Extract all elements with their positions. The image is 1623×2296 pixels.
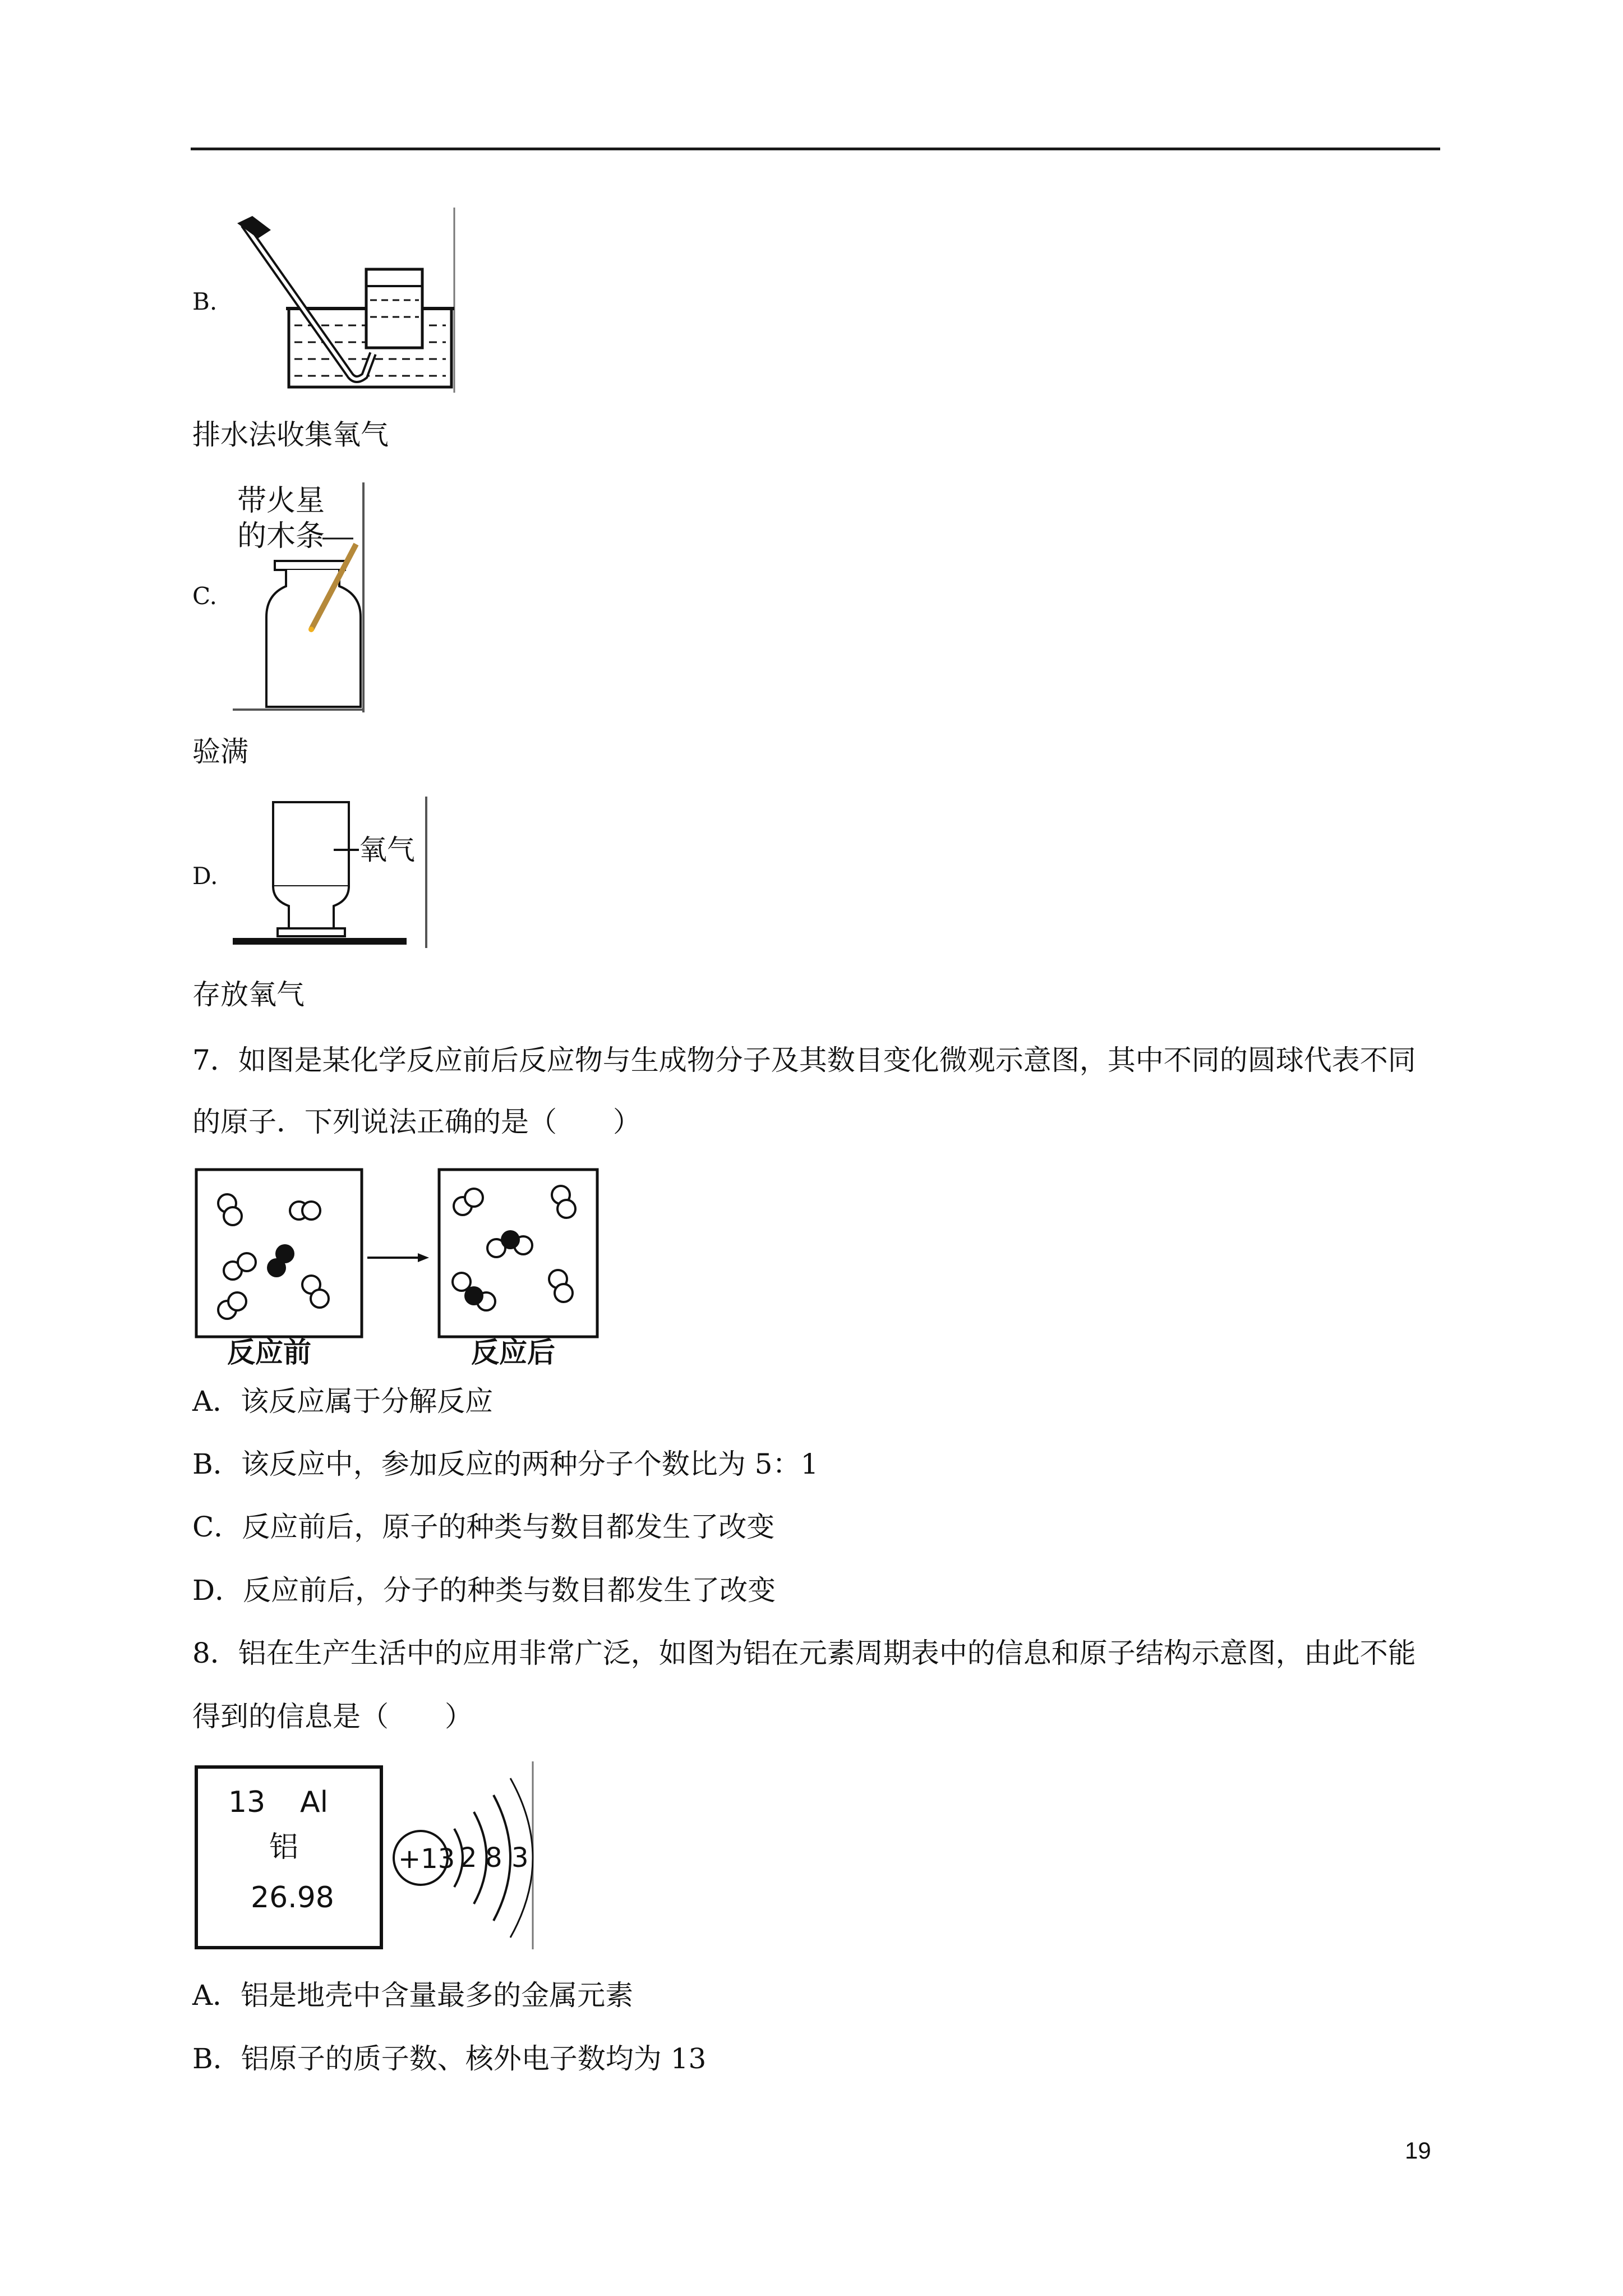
nucleus-charge: +13 [398, 1843, 455, 1875]
q7-option-c: C．反应前后，原子的种类与数目都发生了改变 [192, 1511, 775, 1543]
atomic-number: 13 [228, 1786, 266, 1819]
option-d-letter: D. [192, 862, 218, 890]
before-label: 反应前 [227, 1336, 311, 1369]
option-b-caption: 排水法收集氧气 [192, 418, 389, 451]
oxygen-storage-figure [233, 797, 429, 951]
oxygen-label: 氧气 [359, 834, 415, 866]
atomic-mass: 26.98 [251, 1881, 334, 1915]
option-d-caption: 存放氧气 [192, 978, 305, 1011]
shell-3-electrons: 3 [511, 1842, 529, 1874]
q8-stem-line2: 得到的信息是（ ） [192, 1700, 473, 1733]
splint-label-line2: 的木条 [237, 519, 325, 553]
element-symbol: Al [300, 1786, 329, 1819]
water-displacement-figure [233, 208, 457, 393]
reaction-diagram [193, 1161, 600, 1372]
element-name: 铝 [269, 1830, 299, 1864]
q7-option-d: D．反应前后，分子的种类与数目都发生了改变 [192, 1574, 776, 1607]
shell-1-electrons: 2 [460, 1842, 477, 1874]
shell-2-electrons: 8 [485, 1842, 502, 1874]
aluminum-element-figure [193, 1761, 538, 1952]
q7-stem-line1: 7．如图是某化学反应前后反应物与生成物分子及其数目变化微观示意图，其中不同的圆球代表不同 [192, 1044, 1416, 1076]
splint-label-line1: 带火星 [237, 484, 325, 518]
q7-option-a: A．该反应属于分解反应 [192, 1385, 494, 1418]
after-label: 反应后 [471, 1336, 555, 1369]
q8-option-b: B．铝原子的质子数、核外电子数均为 13 [192, 2042, 707, 2075]
option-c-letter: C. [192, 582, 217, 610]
q8-stem-line1: 8．铝在生产生活中的应用非常广泛，如图为铝在元素周期表中的信息和原子结构示意图，由此不能 [192, 1637, 1416, 1669]
option-c-caption: 验满 [192, 735, 248, 768]
page-number: 19 [1405, 2137, 1431, 2164]
q7-stem-line2: 的原子．下列说法正确的是（ ） [192, 1106, 641, 1138]
header-rule [191, 148, 1440, 150]
option-b-letter: B. [192, 288, 218, 315]
glowing-splint-figure [233, 482, 367, 712]
q7-option-b: B．该反应中，参加反应的两种分子个数比为 5：1 [192, 1448, 819, 1480]
q8-option-a: A．铝是地壳中含量最多的金属元素 [192, 1979, 634, 2012]
